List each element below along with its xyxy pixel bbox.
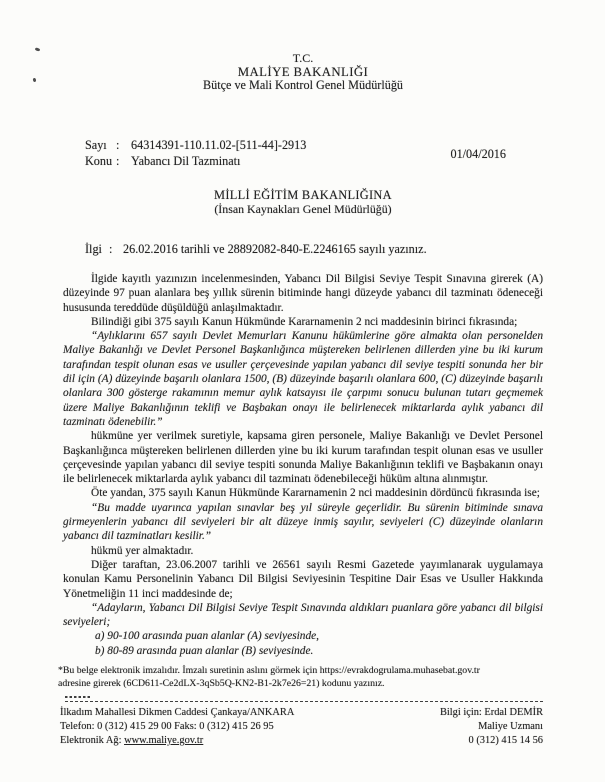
quoted-provision: “Bu madde uyarınca yapılan sınavlar beş yıl süreyle geçerlidir. Bu sürenin bitiminde sınava girmeyenlerin yabancı dil seviyeleri bir alt düzeye inmiş sayılır, seviyeleri (C) düzeyinde olanların yabancı dil tazminatları kesilir.” [63,501,543,543]
konu-separator: : [116,153,120,168]
divider-dash-line [65,701,545,703]
addressee-name: MİLLİ EĞİTİM BAKANLIĞINA [214,187,392,202]
scan-speck [35,47,41,52]
letter-body [63,272,543,658]
letterhead-ministry: MALİYE BAKANLIĞI [237,64,369,79]
footer-web-row [60,734,294,748]
reference-row [85,242,543,257]
footnote-text: adresine girerek [58,677,124,689]
contact-phone: 0 (312) 415 14 56 [468,734,543,746]
paragraph: hükmü yer almaktadır. [91,544,194,557]
footer-contact-block [440,706,543,747]
footnote-text: kodunu yazınız. [319,677,385,689]
verification-url: https://evrakdogrulama.muhasebat.gov.tr [319,664,480,676]
paragraph: İlgide kayıtlı yazınızın incelenmesinden, Yabancı Dil Bilgisi Seviye Tespit Sınavına girerek (A) düzeyinde 97 puan alanlara beş yıllık sürenin bitiminde hangi düzeyde yabancı dil tazminatı ödeneceği hususunda tereddüde düşüldüğü anlaşılmaktadır. [63,272,543,314]
footer-address: İlkadım Mahallesi Dikmen Caddesi Çankaya/ANKARA [60,707,295,719]
list-item-a: a) 90-100 arasında puan alanlar (A) seviyesinde, [95,630,320,643]
verification-code: (6CD611-Ce2dLX-3qSb5Q-KN2-B1-2k7e26=21) [123,677,320,689]
footnote-line2 [58,678,543,691]
ilgi-separator: : [109,241,113,256]
addressee-subunit: (İnsan Kaynakları Genel Müdürlüğü) [214,202,392,217]
footer-web-label: Elektronik Ağ: [60,734,125,746]
konu-value: Yabancı Dil Tazminatı [131,153,241,168]
contact-footer [60,706,543,747]
footer-divider [65,696,543,702]
addressee-block [63,188,543,217]
scan-speck [33,78,37,83]
letterhead-tc: T.C. [292,51,314,65]
contact-title: Maliye Uzmanı [478,721,543,733]
footer-phone: Telefon: 0 (312) 415 29 00 Faks: 0 (312) 415 26 95 [60,721,274,733]
ilgi-label: İlgi [85,241,102,256]
sayi-separator: : [116,137,120,152]
ilgi-text: 26.02.2016 tarihli ve 28892082-840-E.2246165 sayılı yazınız. [123,241,427,256]
footer-address-block [60,706,294,747]
quoted-provision: “Adayların, Yabancı Dil Bilgisi Seviye Tespit Sınavında aldıkları puanlara göre yabancı dil bilgisi seviyeleri; [63,601,543,629]
quoted-provision: “Aylıklarını 657 sayılı Devlet Memurları Kanunu hükümlerine göre almakta olan personelden Maliye Bakanlığı ve Devlet Personel Başkanlığınca müştereken belirlenen dillerden yine bu iki kurum tarafından tespit olunan esas ve usuller çerçevesinde yapılan yabancı dil seviye tespiti sonunda her bir dil için (A) düzeyinde başarılı olanlara 1500, (B) düzeyinde başarılı olanlara 600, (C) düzeyinde başarılı olanlara 300 gösterge rakamının memur aylık katsayısı ile çarpımı sonucu bulunan tutarı geçmemek üzere Maliye Bakanlığının teklifi ve Başbakan onayı ile belirlenecek miktarlarda aylık yabancı dil tazminatı ödenebilir.” [63,330,543,428]
paragraph: Diğer taraftan, 23.06.2007 tarihli ve 26561 sayılı Resmi Gazetede yayımlanarak uygulamaya konulan Kamu Personelinin Yabancı Dil Bilgisi Seviyesinin Tespitine Dair Esas ve Usuller Hakkında Yönetmeliğin 11 inci maddesinde de; [63,558,543,600]
letterhead-department: Bütçe ve Mali Kontrol Genel Müdürlüğü [202,78,404,93]
footnote-text: *Bu belge elektronik imzalıdır. İmzalı suretinin aslını görmek için [58,664,320,676]
paragraph: Bilindiği gibi 375 sayılı Kanun Hükmünde Kararnamenin 2 nci maddesinin birinci fıkrasında; [91,315,518,328]
footnote-line1 [58,665,543,678]
contact-name: Bilgi için: Erdal DEMİR [439,707,543,719]
paragraph: hükmüne yer verilmek suretiyle, kapsama giren personele, Maliye Bakanlığı ve Devlet Personel Başkanlığınca müştereken belirlenen dillerden yine bu iki kurum tarafından tespit olunan esas ve usuller çerçevesinde yapılan yabancı dil seviye tespiti sonunda Maliye Bakanlığının teklifi ve Başbakanın onayı ile belirlenecek miktarlarda aylık yabancı dil tazminatı ödenebileceği hüküm altına alınmıştır. [63,430,543,486]
document-meta [85,137,543,169]
footer-web-url: www.maliye.gov.tr [124,734,204,746]
divider-dash-short [65,696,91,698]
sayi-value: 64314391-110.11.02-[511-44]-2913 [131,137,307,152]
sayi-label: Sayı [85,137,107,152]
document-date: 01/04/2016 [450,146,506,161]
list-item-b: b) 80-89 arasında puan alanlar (B) seviyesinde. [95,644,314,657]
konu-label: Konu [85,153,113,168]
paragraph: Öte yandan, 375 sayılı Kanun Hükmünde Kararnamenin 2 nci maddesinin dördüncü fıkrasında ise; [91,487,540,500]
e-signature-footnote [58,665,543,690]
letterhead [63,52,543,93]
